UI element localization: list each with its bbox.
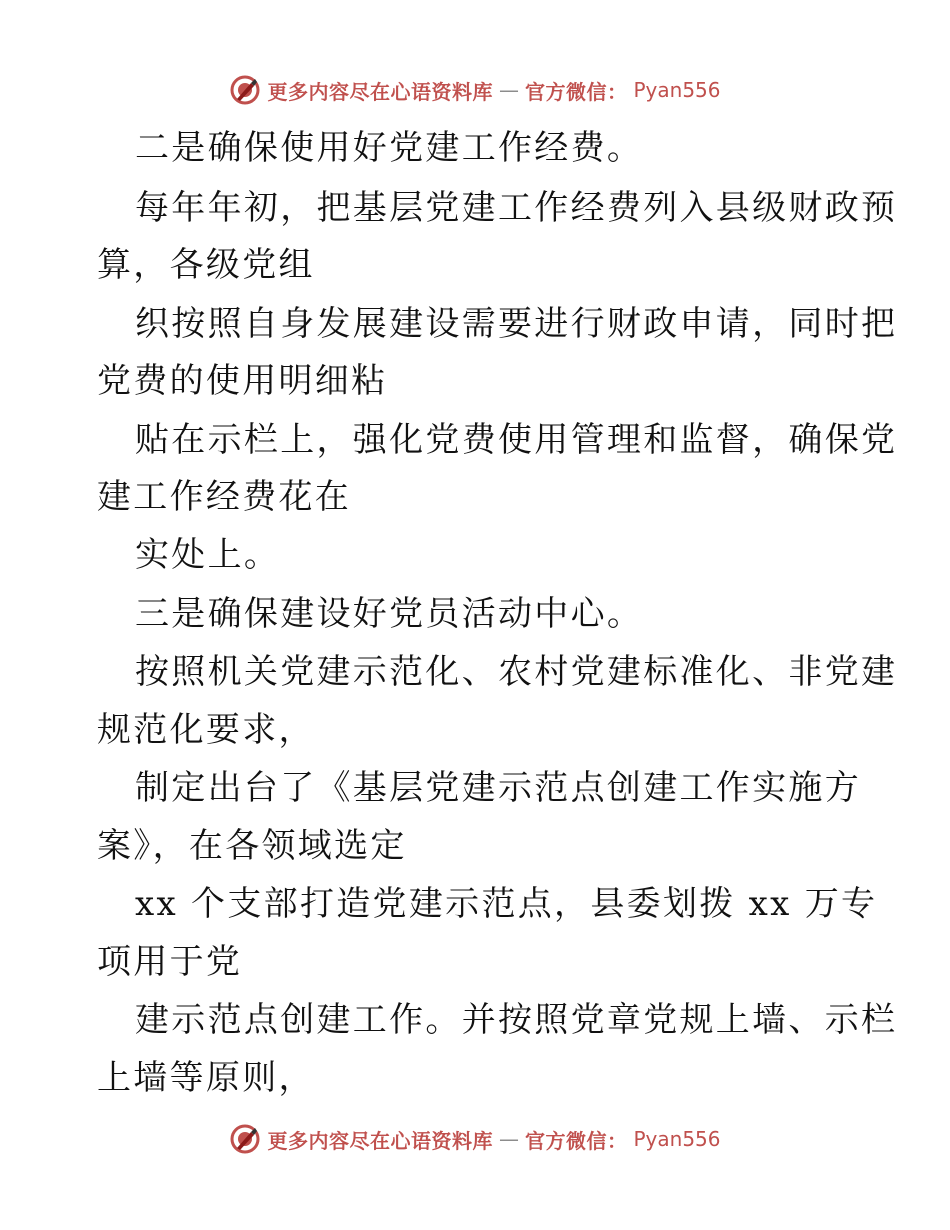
text-line: 算，各级党组 bbox=[97, 245, 315, 285]
text-line: 贴在示栏上，强化党费使用管理和监督，确保党 bbox=[135, 420, 898, 460]
banner-separator: — bbox=[498, 78, 519, 102]
text-line: 每年年初，把基层党建工作经费列入县级财政预 bbox=[135, 188, 898, 228]
banner-wechat-id: Pyan556 bbox=[633, 1127, 721, 1151]
text-line: 三是确保建设好党员活动中心。 bbox=[135, 594, 644, 634]
text-line: 建示范点创建工作。并按照党章党规上墙、示栏 bbox=[135, 1000, 898, 1040]
text-line: 党费的使用明细粘 bbox=[97, 361, 388, 401]
banner-separator: — bbox=[498, 1127, 519, 1151]
banner-wechat-id: Pyan556 bbox=[633, 78, 721, 102]
text-line: 案》，在各领域选定 bbox=[97, 826, 407, 866]
text-line: 规范化要求， bbox=[97, 710, 315, 750]
footer-banner bbox=[0, 1119, 950, 1159]
pen-logo-icon bbox=[229, 1123, 261, 1155]
text-line: 上墙等原则， bbox=[97, 1058, 315, 1098]
text-line: xx 个支部打造党建示范点，县委划拨 xx 万专 bbox=[135, 884, 878, 924]
text-line: 制定出台了《基层党建示范点创建工作实施方 bbox=[135, 768, 861, 808]
text-line: 建工作经费花在 bbox=[97, 477, 352, 517]
banner-title: 更多内容尽在心语资料库 bbox=[267, 1128, 493, 1153]
text-line: 项用于党 bbox=[97, 942, 243, 982]
banner-title: 更多内容尽在心语资料库 bbox=[267, 79, 493, 104]
text-line: 按照机关党建示范化、农村党建标准化、非党建 bbox=[135, 652, 898, 692]
text-line: 二是确保使用好党建工作经费。 bbox=[135, 128, 644, 168]
banner-wechat-label: 官方微信： bbox=[524, 79, 628, 104]
banner-wechat-label: 官方微信： bbox=[524, 1128, 628, 1153]
text-line: 织按照自身发展建设需要进行财政申请，同时把 bbox=[135, 304, 898, 344]
text-line: 实处上。 bbox=[135, 535, 281, 575]
